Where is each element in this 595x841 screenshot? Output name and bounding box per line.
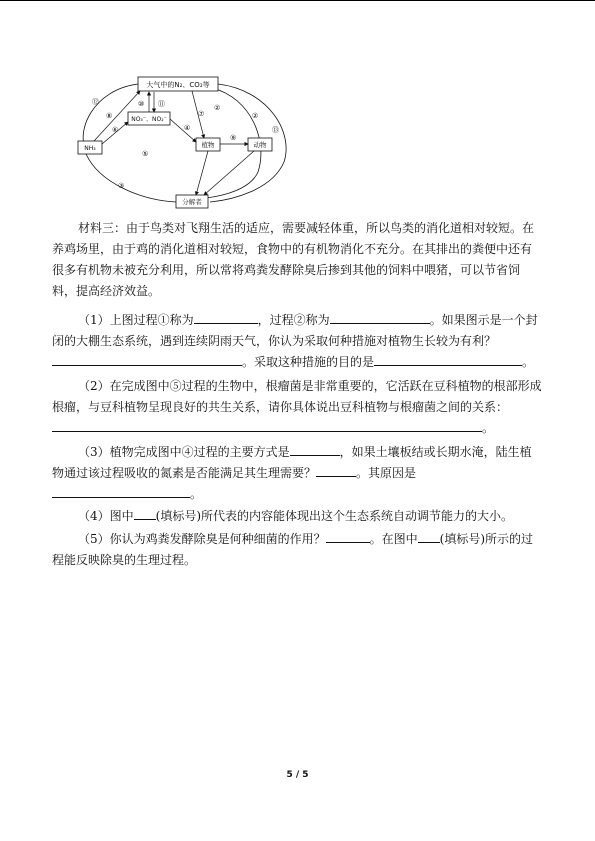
- material-three-paragraph: [52, 218, 542, 302]
- q1-text-1: （1）上图过程①称为: [78, 313, 194, 327]
- q1-text-2: ，过程②称为: [257, 313, 330, 327]
- q3-blank-3[interactable]: [52, 484, 190, 498]
- q1-text-3: 。如果图示是一个封闭的大棚生态系统，遇到连续阴雨天气，你认为采取何种措施对植物生长较为有利？: [52, 313, 538, 348]
- diagram-label-12: ⑫: [92, 98, 99, 106]
- nitrate-box-label: NO₃⁻、NO₂⁻: [131, 116, 167, 123]
- q3-blank-2[interactable]: [316, 463, 356, 477]
- ammonia-box-label: NH₃: [84, 145, 96, 152]
- q5-text-3: (填标号)所示的过程能反映除臭的生理过程。: [52, 532, 534, 567]
- question-2: [52, 376, 542, 439]
- question-1: [52, 310, 542, 373]
- q1-blank-1[interactable]: [194, 310, 258, 324]
- question-5: [52, 529, 542, 571]
- q3-text-2: ，如果土壤板结或长期水淹，陆生植物通过该过程吸收的氮素是否能满足其生理需要？: [52, 445, 532, 480]
- page-number: 5 / 5: [286, 770, 309, 780]
- q4-text-1: （4）图中: [78, 509, 134, 523]
- q5-blank-2[interactable]: [418, 529, 440, 543]
- diagram-label-8: ⑧: [106, 112, 113, 120]
- q4-text-2: (填标号)所代表的内容能体现出这个生态系统自动调节能力的大小。: [155, 509, 514, 523]
- q2-text-2: 。: [482, 421, 495, 435]
- top-rule: [0, 0, 595, 1]
- diagram-label-2b: ②: [252, 112, 259, 120]
- animal-box-label: 动物: [253, 141, 267, 149]
- decomposer-box-label: 分解者: [182, 198, 202, 206]
- diagram-label-4: ④: [184, 124, 191, 132]
- q1-blank-2[interactable]: [330, 310, 430, 324]
- diagram-label-5: ⑤: [142, 150, 149, 158]
- q5-text-2: 。在图中: [369, 532, 418, 546]
- question-3: [52, 442, 542, 505]
- diagram-label-6: ⑥: [112, 126, 119, 134]
- q1-text-4: 。采取这种措施的目的是: [242, 355, 375, 369]
- diagram-label-7: ⑦: [198, 110, 205, 118]
- q1-text-5: 。: [522, 355, 535, 369]
- atmosphere-box-label: 大气中的N₂、CO₂等: [146, 81, 210, 89]
- q1-blank-4[interactable]: [374, 352, 522, 366]
- diagram-label-3: ③: [118, 182, 125, 190]
- diagram-label-2: ②: [214, 104, 221, 112]
- q3-text-3: 。其原因是: [356, 466, 417, 480]
- diagram-label-10: ⑩: [138, 100, 145, 108]
- q3-blank-1[interactable]: [290, 442, 340, 456]
- material-three-text: 材料三：由于鸟类对飞翔生活的适应，需要减轻体重，所以鸟类的消化道相对较短。在养鸡场里，由于鸡的消化道相对较短，食物中的有机物消化不充分。在其排出的粪便中还有很多有机物未被充分利用，所以常将鸡粪发酵除臭后掺到其他的饲料中喂猪，可以节省饲料，提高经济效益。: [52, 221, 535, 298]
- q3-text-4: 。: [190, 487, 203, 501]
- diagram-label-11: ⑪: [158, 100, 165, 108]
- q3-text-1: （3）植物完成图中④过程的主要方式是: [78, 445, 290, 459]
- nitrogen-cycle-diagram: [72, 72, 302, 212]
- diagram-label-9: ⑨: [230, 134, 237, 142]
- q5-blank-1[interactable]: [326, 529, 370, 543]
- plant-box-label: 植物: [201, 141, 215, 149]
- q4-blank-1[interactable]: [134, 506, 156, 520]
- q2-blank-1[interactable]: [52, 418, 482, 432]
- q5-text-1: （5）你认为鸡粪发酵除臭是何种细菌的作用？: [78, 532, 326, 546]
- q1-blank-3[interactable]: [52, 352, 242, 366]
- q2-text-1: （2）在完成图中⑤过程的生物中，根瘤菌是非常重要的，它活跃在豆科植物的根部形成根瘤，与豆科植物呈现良好的共生关系，请你具体说出豆科植物与根瘤菌之间的关系：: [52, 379, 542, 414]
- diagram-label-13: ⑬: [272, 126, 279, 134]
- question-4: [52, 506, 542, 527]
